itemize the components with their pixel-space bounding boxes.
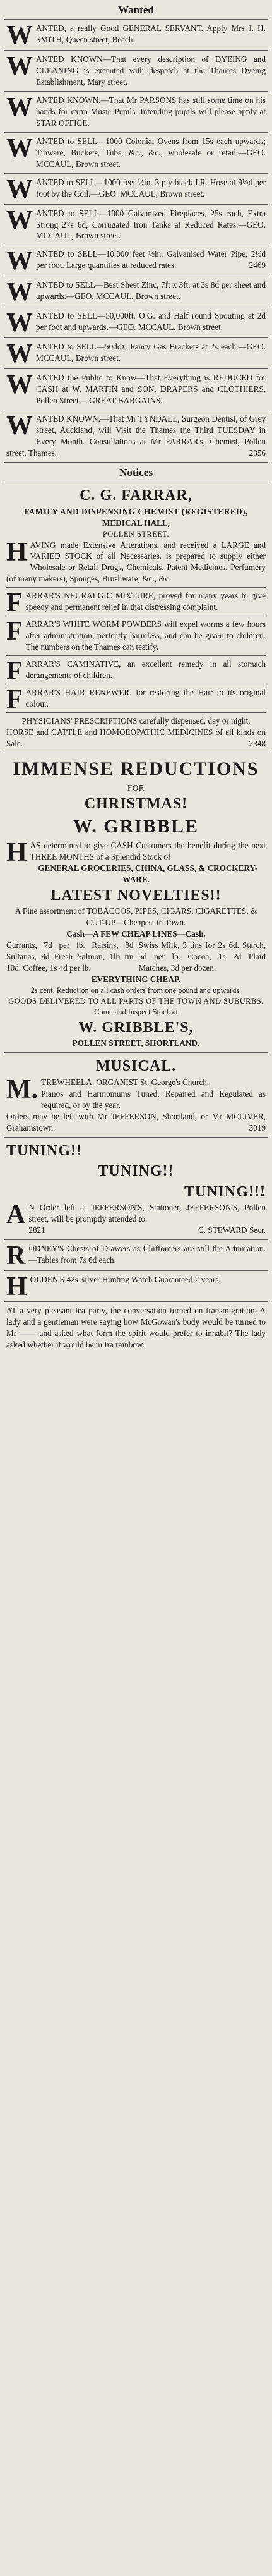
- ad-ref: 2348: [249, 738, 266, 748]
- farrar-horse: HORSE and CATTLE and HOMOEOPATHIC MEDICINES of all kinds on Sale. 2348: [6, 727, 266, 748]
- divider: [6, 712, 266, 713]
- rodney-advert: [4, 1240, 268, 1271]
- drop-cap: F: [6, 657, 23, 686]
- drop-cap: W: [6, 308, 33, 338]
- wanted-ad: [4, 369, 268, 410]
- gribble-for: FOR: [127, 782, 145, 793]
- gribble-everything: EVERYTHING CHEAP.: [91, 975, 181, 985]
- tuning-sign: 2821 C. STEWARD Secr.: [28, 1225, 266, 1236]
- musical-text: Pianos and Harmoniums Tuned, Repaired and Regulated as required, or by the year.: [41, 1088, 266, 1110]
- drop-cap: H: [6, 537, 27, 567]
- tuning-text: N Order left at JEFFERSON'S, Stationer, JEFFERSON'S, Pollen street, will be promptly attended to.: [28, 1203, 266, 1224]
- gribble-inspect: Come and Inspect Stock at: [94, 1007, 178, 1016]
- ad-text: ANTED KNOWN.—That Mr TYNDALL, Surgeon Dentist, of Grey street, Auckland, will Visit the Thames the Third TUESDAY in Every Month. Consultations at Mr FARRAR's, Chemist, Pollen street, Thames.: [6, 414, 266, 458]
- gribble-store: W. GRIBBLE'S,: [78, 1019, 194, 1036]
- drop-cap: W: [6, 21, 33, 50]
- farrar-subtitle: FAMILY AND DISPENSING CHEMIST (REGISTERED),: [24, 506, 248, 516]
- tuning-advert: [4, 1138, 268, 1241]
- wanted-ad: [4, 174, 268, 205]
- wanted-ad: [4, 51, 268, 92]
- farrar-title: C. G. FARRAR,: [80, 487, 192, 504]
- drop-cap: M.: [6, 1074, 38, 1104]
- divider: [6, 655, 266, 656]
- wanted-ad: [4, 338, 268, 369]
- gribble-delivered: GOODS DELIVERED TO ALL PARTS OF THE TOWN AND SUBURBS.: [8, 996, 264, 1005]
- gribble-latest: LATEST NOVELTIES!!: [50, 887, 222, 904]
- farrar-prescriptions: PHYSICIANS' PRESCRIPTIONS carefully dispensed, day or night.: [21, 715, 251, 726]
- farrar-advert: [4, 482, 268, 753]
- drop-cap: W: [6, 370, 33, 400]
- ad-ref: 2469: [249, 260, 266, 270]
- wanted-ad: [4, 20, 268, 51]
- price-list-right: Swiss Milk, 3 tins for 2s 6d. Starch, 5d per lb. Cocoa, 1s 2d Plaid Matches, 3d per dozen.: [138, 940, 266, 973]
- ad-text: ANTED, a really Good GENERAL SERVANT. Apply Mrs J. H. SMITH, Queen street, Beach.: [36, 23, 266, 44]
- tuning-line-1: TUNING!!: [6, 1142, 82, 1159]
- musical-orders: Orders may be left with Mr JEFFERSON, Shortland, or Mr MCLIVER, Grahamstown. 3019: [6, 1111, 266, 1133]
- drop-cap: A: [6, 1200, 26, 1230]
- tuning-line-3: TUNING!!!: [184, 1183, 266, 1200]
- gribble-prices: [6, 940, 266, 974]
- gribble-discount: 2s cent. Reduction on all cash orders from one pound and upwards.: [30, 986, 242, 995]
- gribble-headline: IMMENSE REDUCTIONS: [13, 758, 259, 779]
- ad-text: ANTED to SELL—1000 Colonial Ovens from 15s each upwards; Tinware, Buckets, Tubs, &c., &c., wholesale or retail.—GEO. MCCAUL, Brown street.: [36, 136, 266, 169]
- gribble-advert: [4, 753, 268, 1053]
- farrar-item: ARRAR'S WHITE WORM POWDERS will expel worms a few hours after administration; perfectly harmless, and can be given to children. The numbers on the Thames can testify.: [25, 619, 266, 652]
- wanted-ad: [4, 410, 268, 463]
- farrar-item: ARRAR'S NEURALGIC MIXTURE, proved for many years to give speedy and permanent relief in that distressing complaint.: [25, 591, 266, 612]
- drop-cap: W: [6, 411, 33, 441]
- drop-cap: W: [6, 133, 33, 163]
- gribble-address: POLLEN STREET, SHORTLAND.: [72, 1038, 200, 1048]
- gribble-goods: GENERAL GROCERIES, CHINA, GLASS, & CROCKERY-WARE.: [38, 863, 258, 884]
- ad-text: ANTED to SELL—1000 feet ½in. 3 ply black I.R. Hose at 9½d per foot by the Coil.—GEO. MCCAUL, Brown street.: [36, 177, 266, 198]
- ad-text: ANTED the Public to Know—That Everything is REDUCED for CASH at W. MARTIN and SON, DRAPERS and CLOTHIERS, Pollen Street.—GREAT BARGAINS.: [36, 373, 266, 406]
- farrar-intro: AVING made Extensive Alterations, and received a LARGE and VARIED STOCK of all Necessaries, is prepared to supply either Wholesale or Retail Drugs, Chemicals, Patent Medicines, Perfumery (of many makers), Sponges, Brushware, &c., &c.: [6, 540, 266, 584]
- wanted-ad: [4, 245, 268, 276]
- holden-text: OLDEN'S 42s Silver Hunting Watch Guaranteed 2 years.: [30, 1275, 221, 1285]
- divider: [6, 587, 266, 588]
- drop-cap: W: [6, 277, 33, 307]
- farrar-item: ARRAR'S HAIR RENEWER, for restoring the Hair to its original colour.: [25, 687, 266, 708]
- closing-paragraph: [4, 1302, 268, 1354]
- ad-text: ANTED KNOWN—That every description of DYEING and CLEANING is executed with despatch at the Thames Dyeing Establishment, Mary street.: [36, 54, 266, 87]
- wanted-ad: [4, 133, 268, 174]
- drop-cap: W: [6, 205, 33, 235]
- gribble-cash: Cash—A FEW CHEAP LINES—Cash.: [66, 929, 206, 939]
- musical-advert: [4, 1053, 268, 1137]
- rodney-text: ODNEY'S Chests of Drawers as Chiffoniers are still the Admiration.—Tables from 7s 6d each.: [28, 1244, 266, 1265]
- drop-cap: W: [6, 52, 33, 81]
- drop-cap: F: [6, 588, 23, 618]
- gribble-intro: AS determined to give CASH Customers the benefit during the next THREE MONTHS of a Splendid Stock of: [30, 840, 266, 861]
- ad-text: ANTED KNOWN.—That Mr PARSONS has still some time on his hands for extra Music Pupils. Intending pupils will please apply at STAR OFFICE.: [36, 95, 266, 128]
- wanted-ad: [4, 276, 268, 307]
- closing-text: AT a very pleasant tea party, the conversation turned on transmigration. A lady and a gentleman were saying how McGowan's body would be turned to Mr —— and asked what form the spirit would prefer to inhabit? The lady asked whether it would be in Ira rainbow.: [6, 1306, 266, 1350]
- farrar-item: ARRAR'S CAMINATIVE, an excellent remedy in all stomach derangements of children.: [25, 659, 266, 681]
- ad-ref: 3019: [249, 1122, 266, 1133]
- drop-cap: R: [6, 1241, 26, 1271]
- holden-advert: [4, 1271, 268, 1302]
- drop-cap: W: [6, 174, 33, 204]
- farrar-hall: MEDICAL HALL,: [102, 518, 170, 528]
- drop-cap: W: [6, 92, 33, 122]
- wanted-ad: [4, 205, 268, 246]
- ad-ref: 2356: [249, 448, 266, 458]
- ad-text: ANTED to SELL—Best Sheet Zinc, 7ft x 3ft, at 3s 8d per sheet and upwards.—GEO. MCCAUL, Brown street.: [36, 280, 266, 301]
- drop-cap: W: [6, 246, 33, 276]
- ad-text: ANTED to SELL—10,000 feet ½in. Galvanised Water Pipe, 2½d per foot. Large quantities at reduced rates.: [36, 249, 266, 270]
- musical-line: TREWHEELA, ORGANIST St. George's Church.: [41, 1077, 210, 1087]
- drop-cap: F: [6, 684, 23, 714]
- wanted-ad: [4, 92, 268, 133]
- wanted-ads: [4, 20, 268, 463]
- tuning-line-2: TUNING!!: [98, 1163, 174, 1180]
- wanted-ad: [4, 307, 268, 338]
- price-list-left: Currants, 7d per lb. Raisins, 8d Sultanas, 9d Fresh Salmon, 1lb tin 10d. Coffee, 1s 4d per lb.: [6, 940, 134, 973]
- drop-cap: H: [6, 837, 27, 867]
- section-heading-notices: Notices: [4, 463, 268, 482]
- gribble-assort: A Fine assortment of TOBACCOS, PIPES, CIGARS, CIGARETTES, & CUT-UP—Cheapest in Town.: [15, 906, 257, 928]
- farrar-street: POLLEN STREET.: [102, 529, 170, 538]
- gribble-christmas: CHRISTMAS!: [84, 795, 188, 812]
- ad-text: ANTED to SELL—50,000ft. O.G. and Half round Spouting at 2d per foot and upwards.—GEO. MCCAUL, Brown street.: [36, 311, 266, 332]
- gribble-name: W. GRIBBLE: [73, 816, 199, 837]
- ad-text: ANTED to SELL—1000 Galvanized Fireplaces, 25s each, Extra Strong 27s 6d; Corrugated Iron Tanks at Reduced Rates.—GEO. MCCAUL, Brown street.: [36, 208, 266, 241]
- section-heading-wanted: Wanted: [4, 0, 268, 20]
- drop-cap: W: [6, 339, 33, 369]
- musical-heading: MUSICAL.: [95, 1058, 177, 1075]
- ad-text: ANTED to SELL—50doz. Fancy Gas Brackets at 2s each.—GEO. MCCAUL, Brown street.: [36, 342, 266, 363]
- drop-cap: H: [6, 1272, 27, 1302]
- drop-cap: F: [6, 617, 23, 647]
